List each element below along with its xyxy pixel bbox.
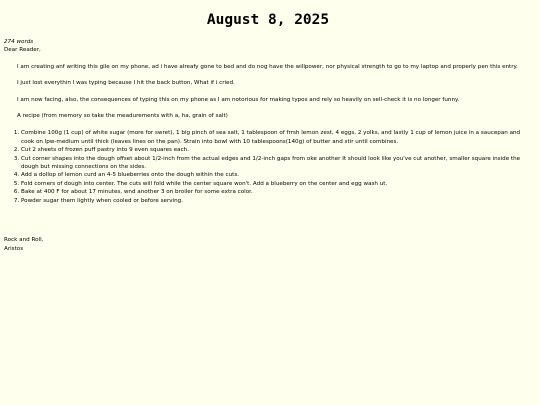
signoff [4, 236, 532, 253]
salutation: Dear Reader, [4, 47, 41, 54]
author-name: Aristos [4, 245, 24, 252]
signoff-line: Rock and Roll, [4, 237, 44, 244]
recipe-step: 6. Bake at 400 F for about 17 minutes, wnd another 3 on broiler for some extra color. [21, 188, 532, 196]
recipe-step: 7. Powder sugar them lightly when cooled or before serving. [21, 197, 532, 205]
recipe-step: 1. Combine 100g (1 cup) of white sugar (more for swret), 1 big pinch of sea salt, 1 tablespoon of frrsh lemon zest, 4 eggs, 2 yolks, and lastly 1 cup of lemon juice in a saucepan and cook on lpw-medium until thick (leaves lines on the pan). Strain into bowl with 10 tablespoons(140g) of butter and stir until combines. [21, 129, 532, 146]
recipe-step: 5. Fold corners of dough into center. The cuts will fold while the center square won't. Add a blueberry on the center and egg wash ut. [21, 180, 532, 188]
recipe-step: 3. Cut corner shapes into the dough offset about 1/2-inch from the actual edges and 1/2-inch gaps from oke another It should look like you've cut another, smaller square inside the dough but missing connections on the sides. [21, 155, 532, 172]
paragraph-recipe-intro: A recipe (from memory so take the meadurements with a, ha, grain of salt) [17, 113, 228, 120]
paragraph-typos: I am now facing, also, the consequences of typing this on my phone as I am notorious for making typos and rely so heavily on sell-check it is no longer funny. [17, 96, 460, 103]
paragraph-intro: I am creating anf writing this gile on my phone, ad i have alreafy gone to bed and do nog have the willpower, nor physical strength to go to my laptop and properly pen this entry. [17, 63, 518, 70]
recipe-steps-list [4, 129, 532, 205]
page-title: August 8, 2025 [206, 12, 330, 28]
recipe-step: 4. Add a dollop of lemon curd an 4-5 blueberries onto the dough within the cuts. [21, 171, 532, 179]
recipe-step: 2. Cut 2 sheets of frozen puff pastry into 9 even squares each. [21, 146, 532, 154]
word-count: 274 words [4, 39, 34, 45]
paragraph-lost-text: I just lost everythin I was typing because I hit the back button, What if i cried. [17, 80, 235, 87]
